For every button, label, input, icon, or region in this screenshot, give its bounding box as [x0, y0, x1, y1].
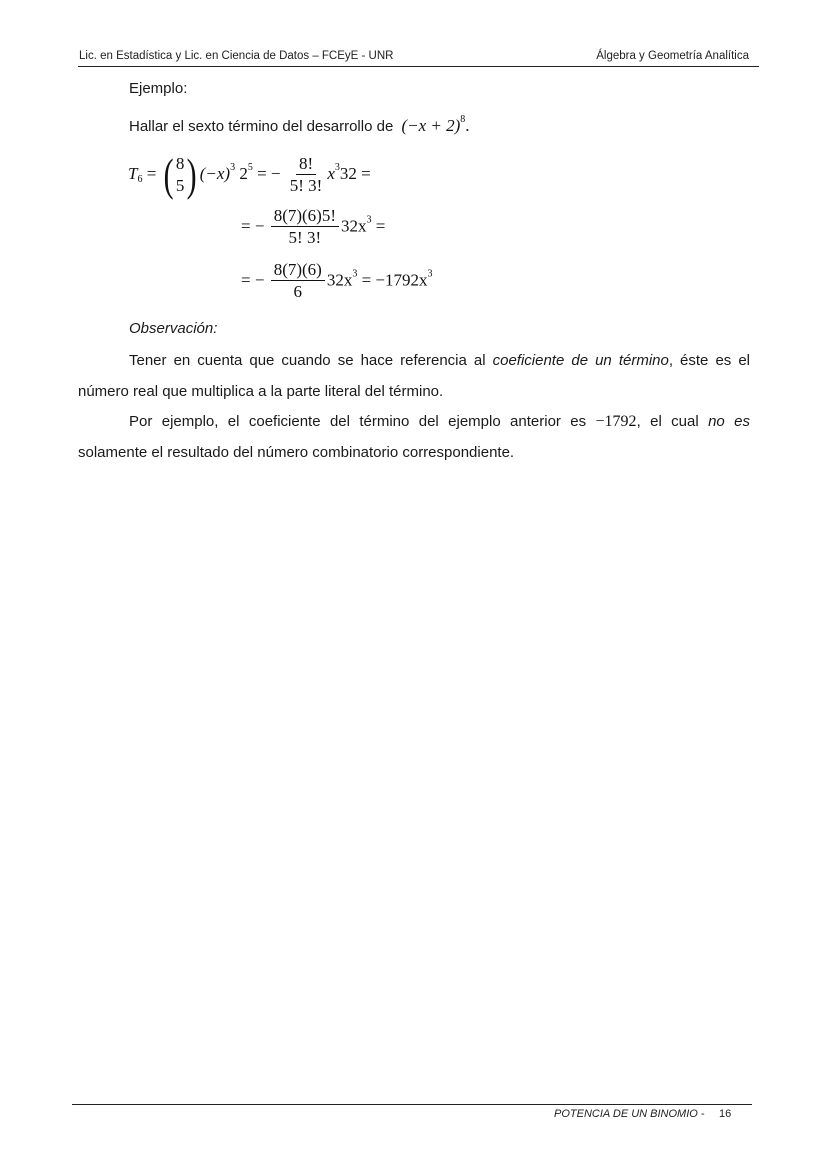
fraction-denominator: 5! 3!	[289, 175, 323, 195]
header-rule	[78, 66, 759, 67]
fraction-numerator: 8(7)(6)	[271, 260, 325, 281]
expr-period: .	[465, 116, 470, 135]
factor-neg-x-exp: 3	[230, 161, 236, 173]
example-title: Ejemplo:	[129, 80, 188, 97]
fraction-denominator: 5! 3!	[288, 228, 322, 247]
fraction-numerator: 8!	[296, 154, 316, 175]
equals: =	[371, 216, 386, 236]
page-number: 16	[719, 1108, 732, 1120]
tail-exp: 3	[352, 268, 358, 280]
binomial-coefficient: ( 8 5 )	[163, 149, 198, 200]
expr-exponent: 8	[460, 114, 466, 125]
p1-text-b: , éste es el	[668, 352, 751, 369]
footer-rule	[72, 1104, 752, 1105]
paragraph-1-line-1	[78, 345, 750, 376]
result-exp: 3	[427, 268, 433, 280]
header-subject: Álgebra y Geometría Analítica	[596, 50, 749, 62]
fraction-numerator: 8(7)(6)5!	[271, 206, 339, 227]
tail-32: 32 =	[339, 163, 371, 183]
equals-minus: = −	[257, 163, 281, 183]
fraction-2	[271, 206, 339, 249]
var-x: x	[327, 163, 335, 183]
fraction-denominator: 6	[293, 282, 303, 301]
p1-text-a: Tener en cuenta que cuando se hace referencia al	[129, 352, 493, 369]
paragraph-2-line-1	[78, 406, 750, 437]
statement-expression	[401, 116, 469, 135]
observation-paragraph-2	[78, 406, 750, 468]
var-x-exp: 3	[334, 161, 340, 173]
tail-exp: 3	[366, 214, 372, 226]
term-symbol: T	[128, 163, 138, 183]
p2-text-a: Por ejemplo, el coeficiente del término del ejemplo anterior es	[129, 413, 596, 430]
statement-text: Hallar el sexto término del desarrollo de	[129, 118, 394, 135]
derivation-line-1: $T_6$ = ( 8 5 ) $(-x)^3$ $2^5$ = − $\frac{8!}{5! 3!}$ $x^332$ =	[128, 149, 371, 200]
p2-text-b: , el cual	[636, 413, 709, 430]
factor-neg-x: (−x)	[199, 163, 231, 183]
header-course: Lic. en Estadística y Lic. en Ciencia de Datos – FCEyE - UNR	[79, 50, 394, 62]
p1-emphasis: coeficiente de un término	[492, 352, 669, 369]
fraction-1	[287, 154, 326, 197]
expr-base: (−x + 2)	[401, 116, 461, 135]
derivation-line-2	[241, 206, 385, 249]
binom-bottom: 5	[175, 176, 185, 195]
term-index: 6	[137, 173, 143, 185]
factor-two-exp: 5	[247, 161, 253, 173]
footer-separator: -	[701, 1108, 705, 1120]
tail-32x: 32x	[341, 216, 367, 236]
footer-section: POTENCIA DE UN BINOMIO	[554, 1108, 698, 1120]
coefficient-value: −1792	[595, 413, 637, 430]
binom-top: 8	[175, 154, 185, 173]
observation-title: Observación:	[129, 320, 218, 337]
fraction-3	[271, 260, 325, 303]
derivation-line-3	[241, 260, 433, 303]
factor-two: 2	[239, 163, 248, 183]
equals-minus: = −	[241, 216, 265, 236]
paragraph-1-line-2: número real que multiplica a la parte literal del término.	[78, 383, 444, 400]
paragraph-2-line-2: solamente el resultado del número combinatorio correspondiente.	[78, 444, 515, 461]
observation-paragraph-1	[78, 345, 750, 407]
equals-minus: = −	[241, 270, 265, 290]
example-statement	[129, 116, 470, 136]
p2-emphasis: no es	[708, 413, 750, 430]
result-value: = −1792x	[357, 270, 428, 290]
tail-32x: 32x	[326, 270, 353, 290]
